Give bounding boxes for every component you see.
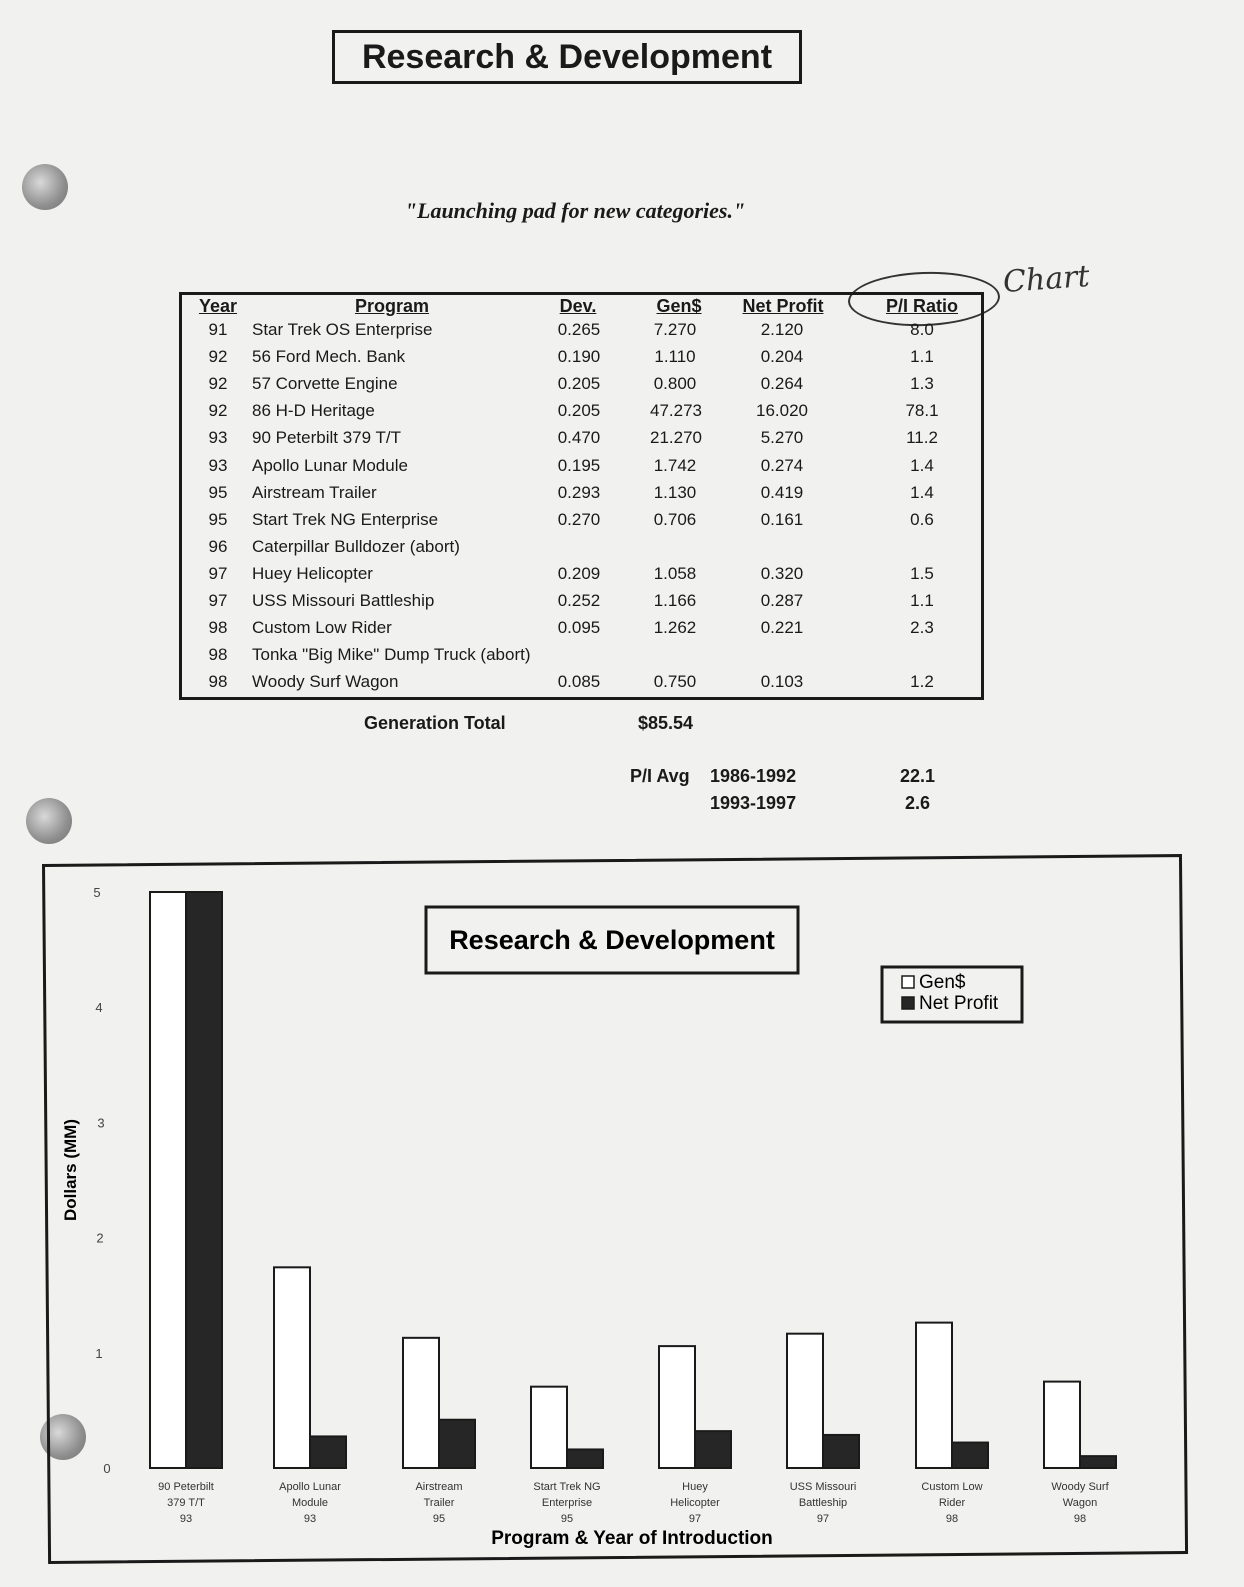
pi-period-2: 1993-1997 <box>710 793 797 813</box>
bar <box>274 1267 310 1468</box>
table-cell-year: 95 <box>208 509 228 529</box>
table-cell-year: 95 <box>208 482 228 502</box>
table-cell-gen: 0.706 <box>653 509 697 529</box>
table-cell-year: 98 <box>208 618 228 638</box>
table-cell-year: 92 <box>208 347 228 367</box>
table-cell-dev: 0.293 <box>557 482 601 502</box>
table-cell-year: 92 <box>208 374 228 394</box>
column-header-pi-ratio: P/I Ratio <box>885 296 958 316</box>
table-cell-program: Star Trek OS Enterprise <box>252 320 433 339</box>
table-cell-net-profit: 0.221 <box>760 618 804 638</box>
table-cell-dev: 0.252 <box>557 591 601 610</box>
table-cell-net-profit: 0.264 <box>760 374 804 394</box>
column-header-gen: Gen$ <box>656 296 702 316</box>
table-cell-year: 97 <box>208 591 228 610</box>
table-cell-gen: 0.750 <box>653 672 697 692</box>
legend-swatch <box>902 976 914 988</box>
handwritten-annotation: Chart <box>1001 259 1091 300</box>
bar <box>1044 1382 1080 1468</box>
table-cell-dev: 0.195 <box>557 455 601 475</box>
table-cell-gen: 1.130 <box>653 482 697 502</box>
table-cell-program: Caterpillar Bulldozer (abort) <box>252 536 460 556</box>
table-cell-program: Start Trek NG Enterprise <box>252 509 439 529</box>
x-axis-label: Program & Year of Introduction <box>491 1528 773 1549</box>
bar <box>531 1387 567 1468</box>
table-cell-net-profit: 0.103 <box>760 672 804 692</box>
table-cell-gen: 1.058 <box>653 563 697 583</box>
table-cell-pi-ratio: 1.4 <box>910 482 934 502</box>
bar <box>1080 1456 1116 1468</box>
bar <box>310 1436 346 1468</box>
table-cell-net-profit: 2.120 <box>760 320 804 339</box>
y-tick-label: 2 <box>96 1230 104 1246</box>
table-cell-program: 56 Ford Mech. Bank <box>252 347 406 367</box>
bar <box>823 1435 859 1468</box>
table-cell-year: 93 <box>208 455 228 475</box>
x-tick-label: 90 Peterbilt <box>158 1481 214 1493</box>
column-header-net-profit: Net Profit <box>742 296 824 316</box>
table-cell-gen: 1.166 <box>653 591 697 610</box>
table-cell-net-profit: 0.320 <box>760 563 804 583</box>
legend-label: Gen$ <box>919 972 966 993</box>
table-cell-net-profit: 0.419 <box>760 482 804 502</box>
table-cell-pi-ratio: 1.1 <box>910 591 934 610</box>
x-tick-label: Start Trek NG <box>533 1481 601 1493</box>
y-tick-label: 4 <box>95 1000 103 1016</box>
x-tick-label: Rider <box>938 1497 966 1509</box>
table-cell-gen: 1.742 <box>653 455 697 475</box>
table-cell-gen: 7.270 <box>653 320 697 339</box>
page-title: Research & Development <box>332 30 802 84</box>
legend-swatch <box>902 997 914 1009</box>
table-cell-gen: 47.273 <box>650 401 702 421</box>
x-tick-label: 93 <box>179 1513 193 1525</box>
x-tick-label: 93 <box>303 1513 317 1525</box>
table-cell-year: 98 <box>208 672 228 692</box>
table-cell-year: 97 <box>208 563 228 583</box>
table-cell-gen: 1.110 <box>654 347 696 367</box>
x-tick-label: Module <box>291 1497 329 1509</box>
table-cell-program: Woody Surf Wagon <box>252 672 399 692</box>
x-tick-label: Battleship <box>798 1497 848 1509</box>
table-cell-year: 92 <box>208 401 228 421</box>
bar <box>150 892 186 1468</box>
x-tick-label: Woody Surf <box>1051 1481 1109 1493</box>
bar <box>787 1334 823 1468</box>
table-cell-dev: 0.190 <box>557 347 601 367</box>
legend-label: Net Profit <box>919 993 999 1014</box>
table-cell-gen: 21.270 <box>650 428 702 448</box>
bar <box>916 1323 952 1468</box>
table-cell-dev: 0.205 <box>557 401 601 421</box>
table-cell-pi-ratio: 1.3 <box>910 374 934 394</box>
pi-period-1-value: 22.1 <box>900 766 936 786</box>
x-tick-label: Enterprise <box>541 1497 593 1509</box>
bar <box>695 1431 731 1468</box>
table-cell-year: 91 <box>208 320 228 339</box>
table-cell-year: 98 <box>208 645 228 665</box>
bar <box>403 1338 439 1468</box>
table-cell-dev: 0.265 <box>557 320 601 339</box>
x-tick-label: Wagon <box>1062 1497 1098 1509</box>
chart-title: Research & Development <box>449 925 775 955</box>
x-tick-label: 97 <box>816 1513 830 1525</box>
table-cell-pi-ratio: 1.1 <box>910 347 934 367</box>
table-cell-pi-ratio: 78.1 <box>905 401 939 421</box>
table-cell-program: 57 Corvette Engine <box>252 374 398 394</box>
generation-total-label: Generation Total <box>364 713 506 733</box>
table-cell-program: Apollo Lunar Module <box>252 455 408 475</box>
table-cell-pi-ratio: 0.6 <box>910 509 934 529</box>
table-cell-gen: 0.800 <box>653 374 697 394</box>
column-header-year: Year <box>198 296 238 316</box>
table-cell-program: 86 H-D Heritage <box>252 401 375 421</box>
table-cell-program: Huey Helicopter <box>252 563 373 583</box>
bar <box>567 1449 603 1468</box>
x-tick-label: 98 <box>1073 1513 1087 1525</box>
table-cell-net-profit: 5.270 <box>760 428 804 448</box>
table-cell-program: 90 Peterbilt 379 T/T <box>252 428 401 448</box>
table-cell-program: Airstream Trailer <box>252 482 377 502</box>
x-tick-label: 95 <box>560 1513 574 1525</box>
x-tick-label: Apollo Lunar <box>279 1481 341 1493</box>
x-tick-label: Trailer <box>423 1497 455 1509</box>
table-cell-program: USS Missouri Battleship <box>252 591 435 610</box>
table-cell-net-profit: 0.287 <box>760 591 804 610</box>
y-tick-label: 3 <box>97 1115 105 1131</box>
x-tick-label: Helicopter <box>670 1497 720 1509</box>
table-cell-pi-ratio: 1.5 <box>910 563 934 583</box>
table-cell-dev: 0.085 <box>557 672 601 692</box>
generation-total-value: $85.54 <box>638 713 694 733</box>
x-tick-label: 95 <box>432 1513 446 1525</box>
bar <box>439 1420 475 1468</box>
y-axis-label: Dollars (MM) <box>61 1119 80 1221</box>
table-cell-pi-ratio: 8.0 <box>910 320 934 339</box>
table-cell-pi-ratio: 1.4 <box>910 455 934 475</box>
table-cell-year: 93 <box>208 428 228 448</box>
tagline: "Launching pad for new categories." <box>404 198 746 223</box>
table-cell-net-profit: 0.204 <box>760 347 804 367</box>
table-cell-pi-ratio: 11.2 <box>906 428 938 448</box>
table-cell-dev: 0.270 <box>557 509 601 529</box>
table-cell-program: Custom Low Rider <box>252 618 392 638</box>
x-tick-label: Custom Low <box>921 1481 983 1493</box>
table-cell-pi-ratio: 1.2 <box>910 672 934 692</box>
table-cell-net-profit: 16.020 <box>756 401 808 421</box>
x-tick-label: 379 T/T <box>167 1497 205 1509</box>
x-tick-label: Huey <box>682 1481 708 1493</box>
table-cell-net-profit: 0.161 <box>760 509 804 529</box>
bar <box>186 892 222 1468</box>
column-header-dev: Dev. <box>559 296 597 316</box>
table-cell-pi-ratio: 2.3 <box>910 618 934 638</box>
bar <box>952 1443 988 1468</box>
table-cell-gen: 1.262 <box>653 618 697 638</box>
table-cell-dev: 0.470 <box>557 428 601 448</box>
y-tick-label: 1 <box>95 1345 103 1361</box>
x-tick-label: Airstream <box>415 1481 463 1493</box>
x-tick-label: 98 <box>945 1513 959 1525</box>
pi-avg-label: P/I Avg <box>630 766 690 786</box>
table-cell-program: Tonka "Big Mike" Dump Truck (abort) <box>252 645 531 665</box>
y-tick-label: 5 <box>93 885 101 900</box>
column-header-program: Program <box>354 296 430 316</box>
table-cell-dev: 0.205 <box>557 374 601 394</box>
x-tick-label: USS Missouri <box>789 1481 857 1493</box>
pi-period-2-value: 2.6 <box>905 793 931 813</box>
x-tick-label: 97 <box>688 1513 702 1525</box>
bar <box>659 1346 695 1468</box>
table-cell-year: 96 <box>208 536 228 556</box>
table-cell-dev: 0.209 <box>557 563 601 583</box>
pi-period-1: 1986-1992 <box>710 766 797 786</box>
table-cell-dev: 0.095 <box>557 618 601 638</box>
y-tick-label: 0 <box>103 1461 111 1476</box>
table-cell-net-profit: 0.274 <box>760 455 804 475</box>
